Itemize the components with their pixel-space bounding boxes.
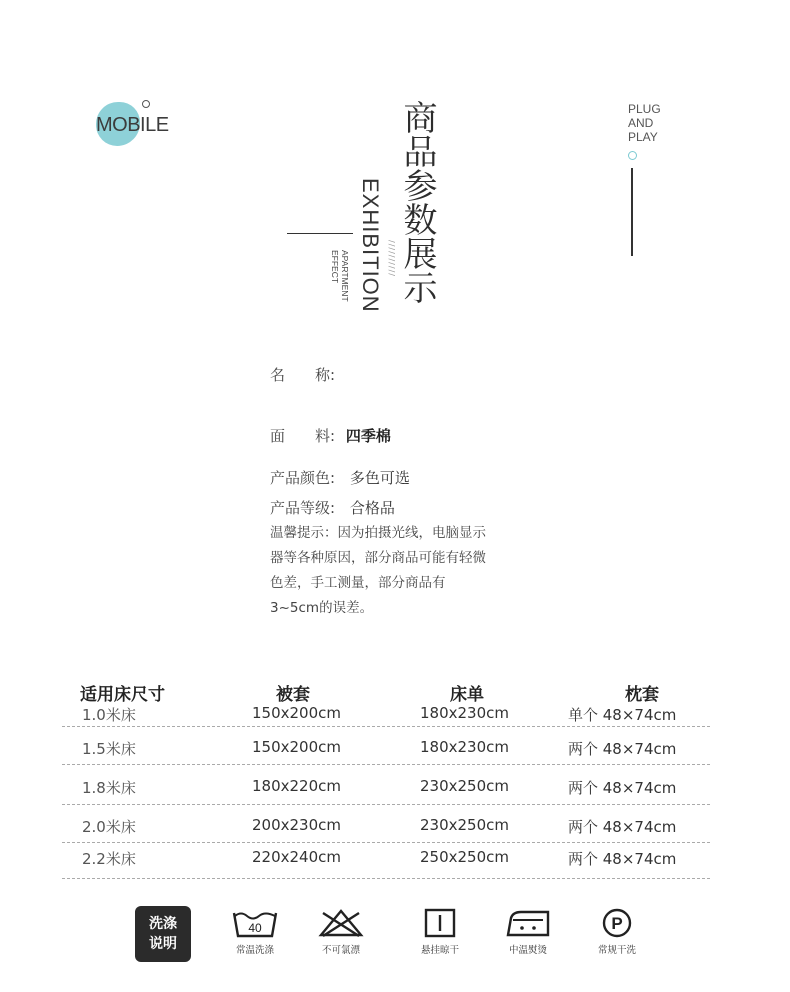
table-cell: 单个 48×74cm	[568, 706, 677, 724]
title-subtitle	[330, 250, 350, 302]
info-grade	[270, 497, 395, 518]
table-cell: 180x230cm	[420, 704, 509, 722]
care-item-dry-clean	[581, 908, 653, 956]
table-cell: 150x200cm	[252, 738, 341, 756]
care-item-wash	[219, 908, 291, 956]
table-row	[62, 848, 710, 888]
care-badge	[135, 906, 191, 962]
row-divider	[62, 726, 710, 727]
table-header-cell: 适用床尺寸	[80, 685, 165, 705]
tagline-line-3: PLAY	[628, 130, 658, 144]
care-item-iron	[492, 908, 564, 956]
care-instructions	[135, 906, 675, 966]
table-cell: 230x250cm	[420, 777, 509, 795]
title-rule	[287, 233, 353, 234]
wash-temp-text: 40	[248, 921, 262, 935]
table-cell: 1.5米床	[82, 740, 136, 758]
table-header-cell: 枕套	[625, 685, 659, 705]
hang-dry-icon	[417, 908, 463, 938]
info-color-label: 产品颜色:	[270, 469, 336, 487]
logo-text: MOBILE	[96, 114, 169, 136]
table-cell: 2.0米床	[82, 818, 136, 836]
tagline-circle-icon	[628, 151, 637, 160]
info-color-value: 多色可选	[349, 469, 410, 487]
medium-iron-icon	[505, 908, 551, 938]
table-cell: 150x200cm	[252, 704, 341, 722]
title-sub-1: APARTMENT	[340, 250, 350, 302]
care-item-no-bleach	[305, 908, 377, 956]
care-label: 中温熨烫	[508, 945, 547, 956]
table-cell: 两个 48×74cm	[568, 850, 677, 868]
row-divider	[62, 804, 710, 805]
title-sub-2: EFFECT	[330, 250, 340, 284]
table-cell: 200x230cm	[252, 816, 341, 834]
wash-40-icon	[232, 908, 278, 938]
info-fabric-label: 面 料:	[270, 427, 336, 445]
row-divider	[62, 842, 710, 843]
title-english: EXHIBITION	[358, 178, 383, 313]
info-fabric-value: 四季棉	[345, 427, 391, 445]
info-fabric	[270, 425, 391, 446]
care-label: 悬挂晾干	[420, 945, 459, 956]
logo-dot	[142, 100, 150, 108]
brand-logo	[96, 98, 196, 158]
tagline-line-2: AND	[628, 116, 654, 130]
care-item-hang-dry	[404, 908, 476, 956]
table-cell: 两个 48×74cm	[568, 818, 677, 836]
table-cell: 220x240cm	[252, 848, 341, 866]
tagline-line-1: PLUG	[628, 102, 661, 116]
info-grade-label: 产品等级:	[270, 499, 336, 517]
dry-clean-symbol: P	[611, 914, 623, 933]
row-divider	[62, 764, 710, 765]
care-label: 常规干洗	[597, 945, 636, 956]
table-cell: 230x250cm	[420, 816, 509, 834]
info-name-label: 名 称:	[270, 366, 336, 384]
tagline-divider	[631, 168, 633, 256]
title-decoration: //////////	[387, 240, 396, 277]
info-tip: 温馨提示：因为拍摄光线，电脑显示器等各种原因，部分商品可能有轻微色差，手工测量，部分商品有3~5cm的误差。	[270, 525, 486, 616]
tagline	[628, 102, 661, 144]
care-badge-line-2: 说明	[149, 936, 177, 952]
table-header-cell: 床单	[450, 685, 484, 705]
table-cell: 两个 48×74cm	[568, 779, 677, 797]
dry-clean-icon	[594, 908, 640, 938]
table-cell: 180x220cm	[252, 777, 341, 795]
table-cell: 180x230cm	[420, 738, 509, 756]
care-badge-line-1: 洗涤	[149, 916, 177, 932]
table-cell: 1.0米床	[82, 706, 136, 724]
table-row	[62, 777, 710, 817]
care-label: 不可氯漂	[321, 945, 360, 956]
info-grade-value: 合格品	[349, 499, 395, 517]
table-cell: 2.2米床	[82, 850, 136, 868]
table-cell: 两个 48×74cm	[568, 740, 677, 758]
page-title: 商品参数展示	[397, 100, 437, 304]
no-bleach-icon	[318, 908, 364, 938]
info-name	[270, 364, 350, 385]
info-color	[270, 467, 410, 488]
care-label: 常温洗涤	[235, 945, 274, 956]
table-header	[62, 676, 710, 705]
table-header-cell: 被套	[276, 685, 310, 705]
table-cell: 1.8米床	[82, 779, 136, 797]
table-row	[62, 738, 710, 778]
row-divider	[62, 878, 710, 879]
table-cell: 250x250cm	[420, 848, 509, 866]
